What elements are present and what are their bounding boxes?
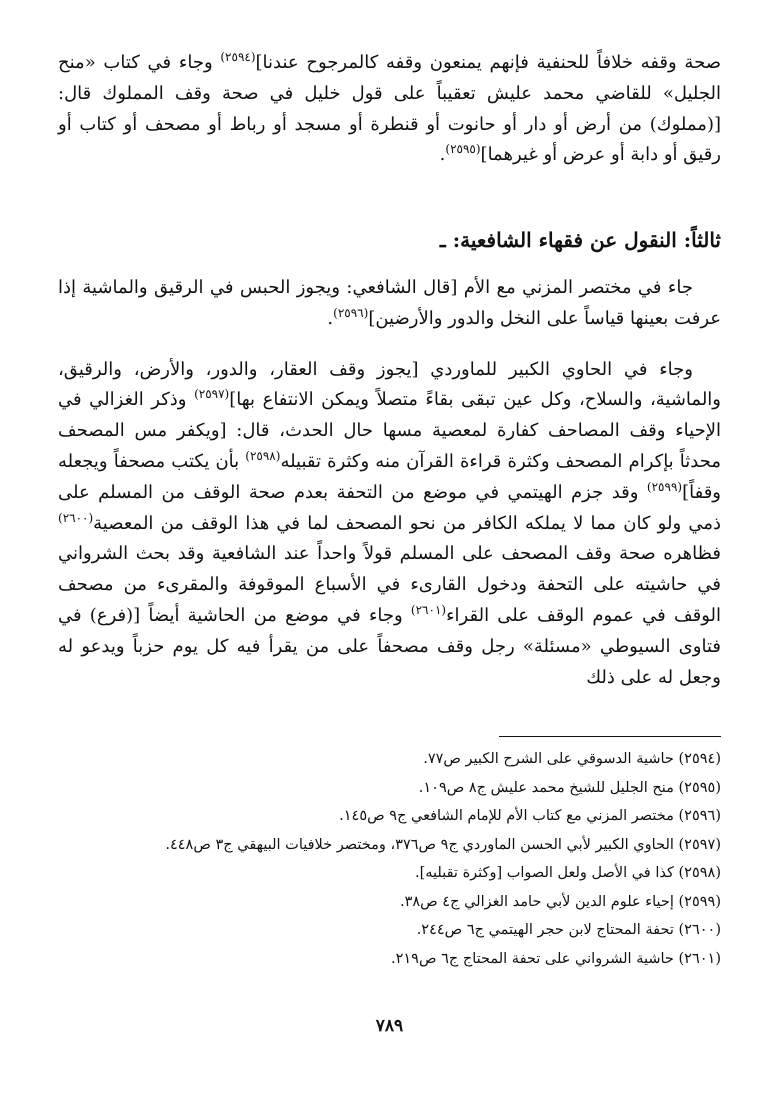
footnote-item: (٢٥٩٧) الحاوي الكبير لأبي الحسن الماوردي ج٩ ص٣٧٦، ومختصر خلافيات البيهقي ج٣ ص٤٤٨. xyxy=(165,836,721,853)
footnote-divider xyxy=(499,736,721,737)
footnote-item: (٢٥٩٤) حاشية الدسوقي على الشرح الكبير ص٧٧. xyxy=(423,751,721,767)
footnote-ref[interactable]: (٢٦٠١) xyxy=(410,602,447,617)
footnote-item: (٢٦٠١) حاشية الشرواني على تحفة المحتاج ج٦ ص٢١٩. xyxy=(390,950,721,967)
footnote-ref[interactable]: (٢٥٩٤) xyxy=(220,50,256,64)
page-content xyxy=(58,48,721,1036)
footnote-ref[interactable]: (٢٥٩٨) xyxy=(245,448,281,463)
footnote-item: (٢٥٩٥) منح الجليل للشيخ محمد عليش ج٨ ص١٠٩. xyxy=(418,779,721,796)
paragraph-hawi: وجاء في الحاوي الكبير للماوردي [يجوز وقف العقار، والدور، والأرض، والرقيق، والماشية، والسلاح، وكل عين تبقى بقاءً متصلاً ويمكن الانتفاع بها]$^{(٢٥٩٧)}$ وذكر الغزالي في الإحياء وقف المصاحف كفارة لمعصية مسها حال الحدث، قال: [ويكفر مس المصحف محدثاً بإكرام المصحف وكثرة قراءة القرآن منه وكثرة تقبيله$^{(٢٥٩٨)}$ بأن يكتب مصحفاً ويجعله وقفاً]$^{(٢٥٩٩)}$ وقد جزم الهيتمي في موضع من التحفة بعدم صحة الوقف من المسلم على ذمي ولو كان مما لا يملكه الكافر من نحو المصحف لما في هذا الوقف من المعصية$^{(٢٦٠٠)}$ فظاهره صحة وقف المصحف على المسلم قولاً واحداً عند الشافعية وقد بحث الشرواني في حاشيته على التحفة ودخول القارىء في الأسباع الموقوفة والمقرىء من مصحف الوقف في عموم الوقف على القراء$^{(٢٦٠١)}$ وجاء في موضع من الحاشية أيضاً [(فرع) في فتاوى السيوطي «مسئلة» رجل وقف مصحفاً على من يقرأ فيه كل يوم حزباً ويدعو له وجعل له على ذلك xyxy=(58,358,721,688)
page-number: ٧٨٩ xyxy=(375,1016,404,1036)
footnote-item: (٢٥٩٦) مختصر المزني مع كتاب الأم للإمام الشافعي ج٩ ص١٤٥. xyxy=(339,808,721,824)
section-heading: ثالثاً: النقول عن فقهاء الشافعية: ـ xyxy=(439,228,721,252)
footnote-ref[interactable]: (٢٥٩٩) xyxy=(646,479,683,494)
footnote-ref[interactable]: (٢٦٠٠) xyxy=(58,510,94,525)
paragraph-muzani: جاء في مختصر المزني مع الأم [قال الشافعي: ويجوز الحبس في الرقيق والماشية إذا عرفت بعينها قياساً على النخل والدور والأرضين]$^{(٢٥٩٦)}$. xyxy=(58,277,721,329)
footnote-ref[interactable]: (٢٥٩٦) xyxy=(333,305,369,320)
footnotes xyxy=(58,745,721,973)
footnote-ref[interactable]: (٢٥٩٥) xyxy=(445,142,481,157)
footnote-ref[interactable]: (٢٥٩٧) xyxy=(194,387,230,402)
footnote-item: (٢٥٩٩) إحياء علوم الدين لأبي حامد الغزالي ج٤ ص٣٨. xyxy=(399,893,721,910)
footnote-item: (٢٦٠٠) تحفة المحتاج لابن حجر الهيتمي ج٦ ص٢٤٤. xyxy=(416,922,721,938)
paragraph-maliki-end: صحة وقفه خلافاً للحنفية فإنهم يمنعون وقفه كالمرجوح عندنا]$^{(٢٥٩٤)}$ وجاء في كتاب «منح الجليل» للقاضي محمد عليش تعقيباً على قول خليل في صحة وقف المملوك قال: [(مملوك) من أرض أو دار أو حانوت أو قنطرة أو مسجد أو رباط أو مصحف أو كتاب أو رقيق أو دابة أو عرض أو غيرهما]$^{(٢٥٩٥)}$. xyxy=(58,50,721,166)
footnote-item: (٢٥٩٨) كذا في الأصل ولعل الصواب [وكثرة تقبليه]. xyxy=(415,865,721,881)
